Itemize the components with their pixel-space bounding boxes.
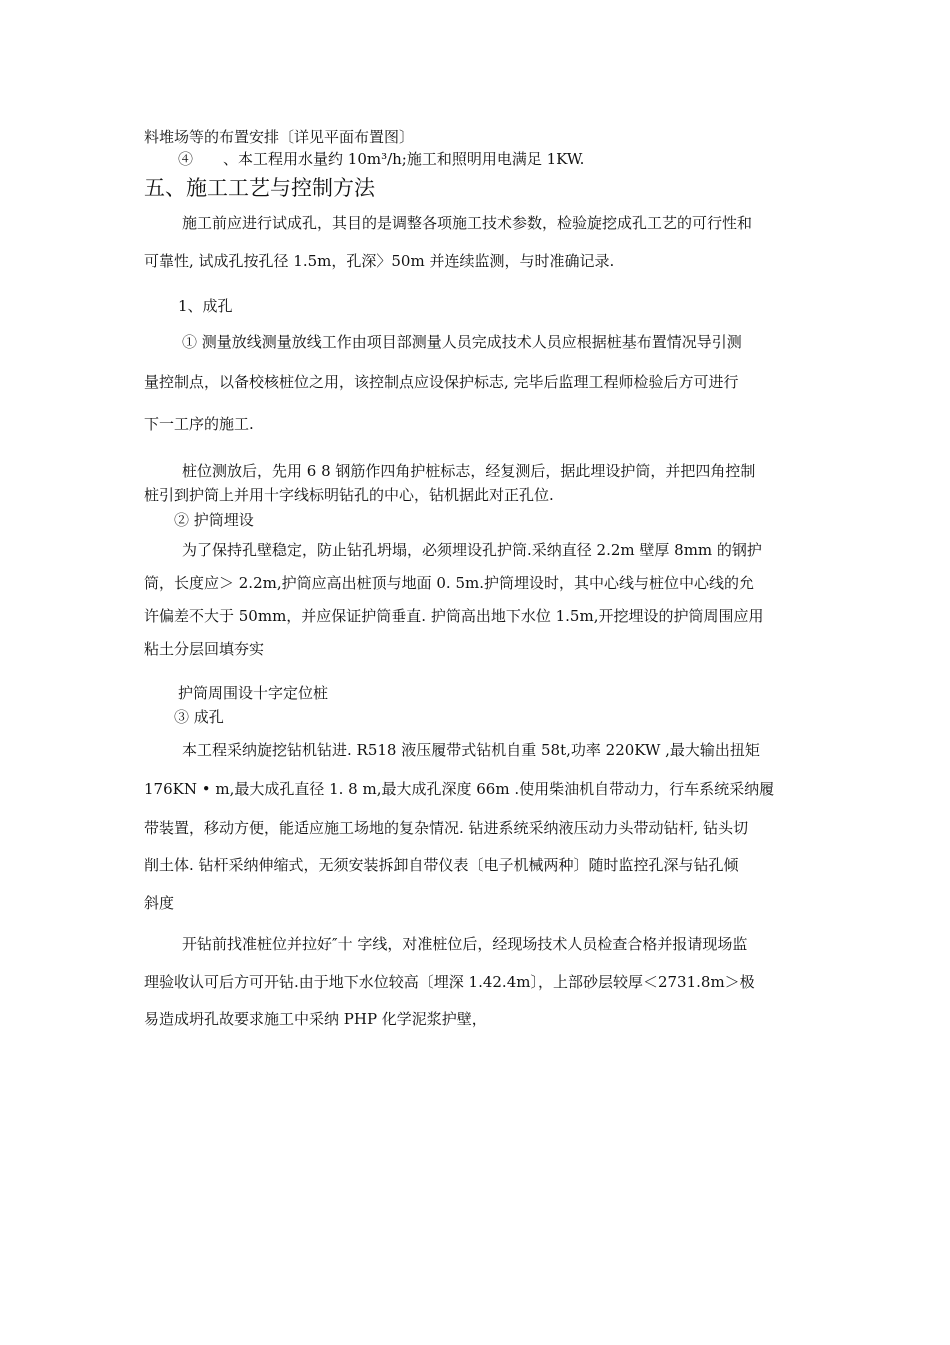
paragraph-line: 带装置，移动方便，能适应施工场地的复杂情况. 钻进系统采纳液压动力头带动钻杆, 钻头切: [144, 819, 749, 837]
paragraph-line: 桩引到护筒上并用十字线标明钻孔的中心，钻机据此对正孔位.: [144, 486, 554, 504]
paragraph-line: 下一工序的施工.: [144, 415, 254, 433]
subheading: ③ 成孔: [174, 708, 224, 726]
section-heading: 五、施工工艺与控制方法: [144, 176, 375, 200]
paragraph-line: 桩位测放后，先用 6 8 钢筋作四角护桩标志，经复测后，据此埋设护筒，并把四角控制: [182, 462, 756, 480]
paragraph-line: 理验收认可后方可开钻.由于地下水位较高〔埋深 1.42.4m〕，上部砂层较厚＜2731.8m＞极: [144, 973, 755, 991]
paragraph-line: 176KN • m,最大成孔直径 1. 8 m,最大成孔深度 66m .使用柴油机自带动力，行车系统采纳履: [144, 780, 775, 798]
paragraph-line: 许偏差不大于 50mm，并应保证护筒垂直. 护筒高出地下水位 1.5m,开挖埋设的护筒周围应用: [144, 607, 764, 625]
paragraph-line: 削土体. 钻杆采纳伸缩式，无须安装拆卸自带仪表〔电子机械两种〕随时监控孔深与钻孔倾: [144, 856, 739, 874]
paragraph-line: ① 测量放线测量放线工作由项目部测量人员完成技术人员应根据桩基布置情况导引测: [182, 333, 742, 351]
subheading: ② 护筒埋设: [174, 511, 254, 529]
paragraph-line: 筒，长度应＞ 2.2m,护筒应高出桩顶与地面 0. 5m.护筒埋设时，其中心线与桩位中心线的允: [144, 574, 755, 592]
paragraph-line: 开钻前找准桩位并拉好″十 字线，对准桩位后，经现场技术人员检查合格并报请现场监: [182, 935, 748, 953]
paragraph-line: 量控制点，以备校核桩位之用，该控制点应设保护标志, 完毕后监理工程师检验后方可进行: [144, 373, 739, 391]
paragraph-line: 易造成坍孔故要求施工中采纳 PHP 化学泥浆护壁，: [144, 1010, 487, 1028]
paragraph-line: 施工前应进行试成孔，其目的是调整各项施工技术参数，检验旋挖成孔工艺的可行性和: [182, 214, 753, 232]
paragraph-line: 护筒周围设十字定位桩: [178, 684, 329, 702]
paragraph-line: 粘土分层回填夯实: [144, 640, 265, 658]
paragraph-line: 为了保持孔壁稳定，防止钻孔坍塌，必须埋设孔护筒.采纳直径 2.2m 壁厚 8mm 的钢护: [182, 541, 762, 559]
paragraph-line: 可靠性, 试成孔按孔径 1.5m，孔深〉50m 并连续监测，与时准确记录.: [144, 252, 615, 270]
subheading: 1、成孔: [178, 297, 233, 315]
paragraph-line: ④ 、本工程用水量约 10m³/h;施工和照明用电满足 1KW.: [178, 150, 585, 168]
paragraph-line: 料堆场等的布置安排〔详见平面布置图〕: [144, 128, 415, 146]
paragraph-line: 本工程采纳旋挖钻机钻进. R518 液压履带式钻机自重 58t,功率 220KW ,最大输出扭矩: [182, 741, 760, 759]
paragraph-line: 斜度: [144, 894, 175, 912]
